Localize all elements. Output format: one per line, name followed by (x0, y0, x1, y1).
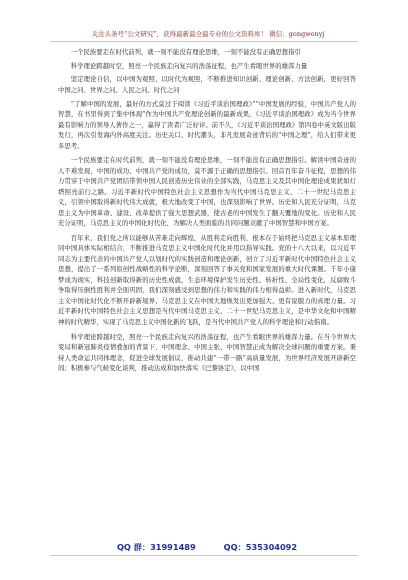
footer-divider (50, 555, 358, 556)
paragraph: 坚定理论自信，以中国为观照、以时代为观照，不断推进知识创新、理论创新、方法创新，更好回答中国之问、世界之问、人民之问、时代之问 (58, 76, 356, 94)
paragraph: 百年来，我们党之所以能够从苦难走向辉煌，从胜利走向胜利，根本在于始终把马克思主义基本原理同中国具体实际相结合，不断推进马克思主义中国化时代化并用以指导实践。党的十八大以来，以习近平同志为主要代表的中国共产党人以划时代的实践创造和理论创新，创立了习近平新时代中国特色社会主义思想，提出了一系列原创性战略性的科学论断，深刻回答了事关党和国家发展的重大时代课题。千年小康梦成为现实，科技创新取得新的历史性成就，生态环境保护发生历史性、转折性、全局性变化，反腐败斗争取得压倒性胜利并全面巩固，我们深刻感受到思想的伟力和实践的伟力相得益彰。进入新时代，马克思主义中国化时代化不断开辟新境界，马克思主义在中国大地焕发出更加强大、更有说服力的真理力量。习近平新时代中国特色社会主义思想是当代中国马克思主义、二十一世纪马克思主义，是中华文化和中国精神的时代精华，实现了马克思主义中国化新的飞跃，是当代中国共产党人的科学理论和行动指南。 (58, 234, 356, 326)
header-banner: 关注头条号“公文研究”，获得最新最全最专业的公文资料库！ 微信：gongwenyj (91, 30, 325, 38)
paragraph: 科学理论跨越时空，照亮一个民族走向复兴的浩荡征程，也产生看眼世界的雄浑力量。在当今世界大变局和新冠肺炎疫情叠加的背景下，中国理念、中国主张、中国智慧正成为解决全球问题的重要方案。秉持人类命运共同体理念，促进全球发展倡议，推动共建“一带一路”高质量发展，为世界经济发展开辟新空间；积极参与气候变化谈判，推动达成和加快落实《巴黎协定》，以中国 (58, 333, 356, 373)
header-divider (50, 41, 358, 42)
qq-group-number: QQ 群：31991489 (116, 542, 196, 552)
paragraph: “了解中国的发展，最好的方式莫过于阅读《习近平谈治国理政》”“中国发展的经验，中国共产党人的智慧，在书里得到了集中体现”作为中国共产党理论创新的最新成果，《习近平谈治国理政》成为当今世界最有影响力的领导人著作之一，赢得了读者广泛好评。前不久，《习近平谈治国理政》第四卷中英文版出版发行，再次引发海内外高度关注。历史关口、时代潮头，非凡发展奇迹背后的“中国之理”，给人们带来更多思考。 (58, 100, 356, 150)
article-body (58, 48, 356, 379)
paragraph: 一个民族要走在时代前列，就一刻不能没有理论思维，一刻不能没有正确思想指引。解读中国奇迹的人不难发现，中国的成功、中国共产党的成功，莫不源于正确的思想指引。回首百年奋斗征程，思想的伟力贯穿于中国共产党团结带领中国人民创造历史伟业的全部实践，马克思主义及其中国化理论成果犹如灯塔照亮前行之路。习近平新时代中国特色社会主义思想作为当代中国马克思主义、二十一世纪马克思主义，引领中国取得新时代伟大成就，极大地改变了中国，也深刻影响了世界。历史和人民充分证明，马克思主义为中国革命、建设、改革提供了强大思想武器，使古老的中国发生了翻天覆地的变化。历史和人民充分证明，马克思主义的中国化时代化，为解决人类面临的共同问题贡献了中国智慧和中国方案。 (58, 157, 356, 228)
paragraph: 一个民族要走在时代前列，就一刻不能没有理论思维，一刻不能没有正确思想指引 (70, 49, 301, 56)
paragraph: 科学理论跨越时空，照亮一个民族走向复兴的浩荡征程，也产生看眼世界的雄浑力量 (70, 62, 308, 70)
footer-contact (58, 542, 356, 553)
qq-number: QQ：535304092 (223, 542, 298, 552)
